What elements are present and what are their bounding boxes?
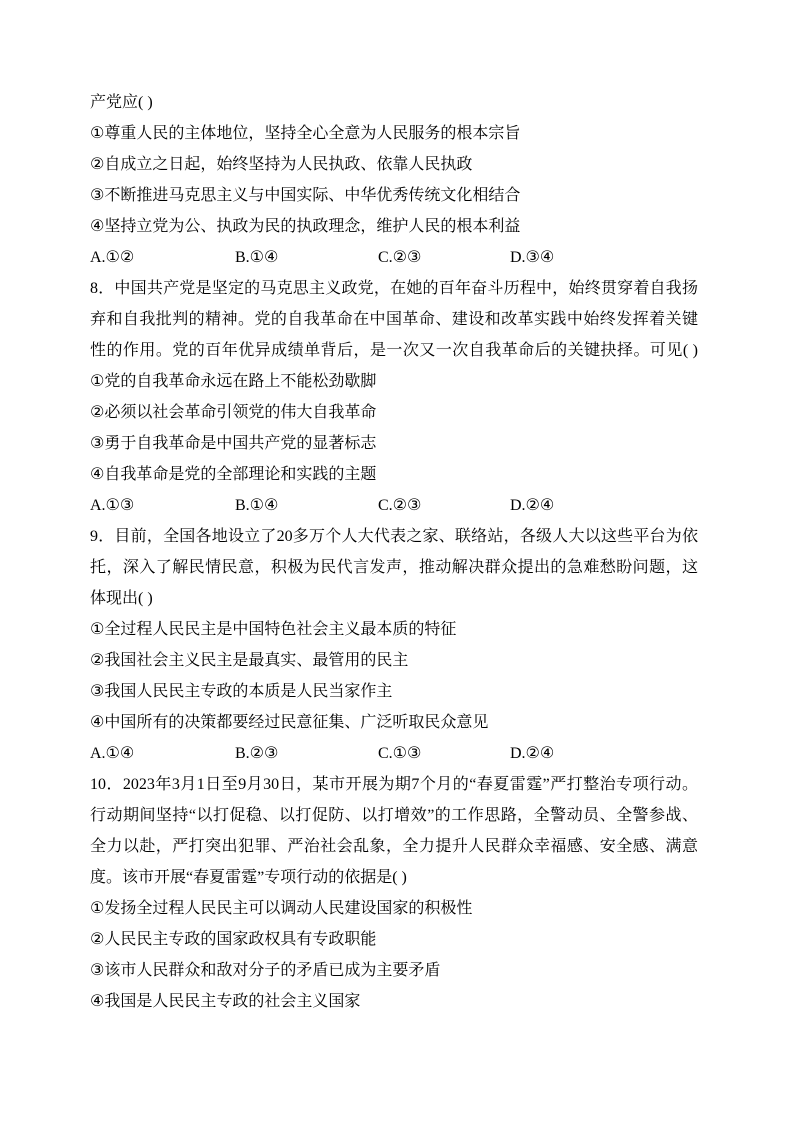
choice-item: ②自成立之日起，始终坚持为人民执政、依靠人民执政 <box>90 156 473 173</box>
question-stem-line: 弃和自我批判的精神。党的自我革命在中国革命、建设和改革实践中始终发挥着关键 <box>90 311 698 328</box>
choice-item: ①全过程人民民主是中国特色社会主义最本质的特征 <box>90 621 457 638</box>
answer-option-b: B.②③ <box>235 745 279 762</box>
question-stem-line: 产党应( ) <box>90 94 153 111</box>
choice-item: ④坚持立党为公、执政为民的执政理念，维护人民的根本利益 <box>90 218 521 235</box>
question-stem-line: 10．2023年3月1日至9月30日，某市开展为期7个月的“春夏雷霆”严打整治专项行动。 <box>90 776 698 793</box>
answer-option-a: A.①② <box>90 249 135 266</box>
question-stem-line: 行动期间坚持“以打促稳、以打促防、以打增效”的工作思路，全警动员、全警参战、 <box>90 807 698 824</box>
question-8 <box>90 273 698 521</box>
answer-options-row <box>90 242 698 273</box>
choice-item: ①发扬全过程人民民主可以调动人民建设国家的积极性 <box>90 900 473 917</box>
question-stem-line: 托，深入了解民情民意，积极为民代言发声，推动解决群众提出的急难愁盼问题，这 <box>90 559 698 576</box>
answer-option-d: D.③④ <box>510 249 555 266</box>
question-stem-line: 9．目前，全国各地设立了20多万个人大代表之家、联络站，各级人大以这些平台为依 <box>90 528 698 545</box>
choice-item: ②我国社会主义民主是最真实、最管用的民主 <box>90 652 409 669</box>
answer-option-c: C.②③ <box>378 249 422 266</box>
question-stem-line: 体现出( ) <box>90 590 153 607</box>
question-10 <box>90 769 698 1017</box>
answer-option-a: A.①③ <box>90 497 135 514</box>
choice-item: ④中国所有的决策都要经过民意征集、广泛听取民众意见 <box>90 714 489 731</box>
question-stem-line: 度。该市开展“春夏雷霆”专项行动的依据是( ) <box>90 869 407 886</box>
answer-option-d: D.②④ <box>510 745 555 762</box>
answer-option-c: C.②③ <box>378 497 422 514</box>
choice-item: ③不断推进马克思主义与中国实际、中华优秀传统文化相结合 <box>90 187 521 204</box>
question-stem-line: 8．中国共产党是坚定的马克思主义政党，在她的百年奋斗历程中，始终贯穿着自我扬 <box>90 280 698 297</box>
choice-item: ③该市人民群众和敌对分子的矛盾已成为主要矛盾 <box>90 962 441 979</box>
choice-item: ①党的自我革命永远在路上不能松劲歇脚 <box>90 373 377 390</box>
answer-option-b: B.①④ <box>235 249 279 266</box>
choice-item: ④自我革命是党的全部理论和实践的主题 <box>90 466 377 483</box>
choice-item: ③我国人民民主专政的本质是人民当家作主 <box>90 683 393 700</box>
choice-item: ②人民民主专政的国家政权具有专政职能 <box>90 931 377 948</box>
answer-option-a: A.①④ <box>90 745 135 762</box>
answer-option-c: C.①③ <box>378 745 422 762</box>
answer-options-row <box>90 490 698 521</box>
question-stem-line: 性的作用。党的百年优异成绩单背后，是一次又一次自我革命后的关键抉择。可见( ) <box>90 342 698 359</box>
choice-item: ④我国是人民民主专政的社会主义国家 <box>90 993 361 1010</box>
answer-option-d: D.②④ <box>510 497 555 514</box>
answer-options-row <box>90 738 698 769</box>
question-7-continuation <box>90 87 698 273</box>
question-9 <box>90 521 698 769</box>
choice-item: ②必须以社会革命引领党的伟大自我革命 <box>90 404 377 421</box>
choice-item: ①尊重人民的主体地位，坚持全心全意为人民服务的根本宗旨 <box>90 125 521 142</box>
question-stem-line: 全力以赴，严打突出犯罪、严治社会乱象，全力提升人民群众幸福感、安全感、满意 <box>90 838 698 855</box>
answer-option-b: B.①④ <box>235 497 279 514</box>
choice-item: ③勇于自我革命是中国共产党的显著标志 <box>90 435 377 452</box>
